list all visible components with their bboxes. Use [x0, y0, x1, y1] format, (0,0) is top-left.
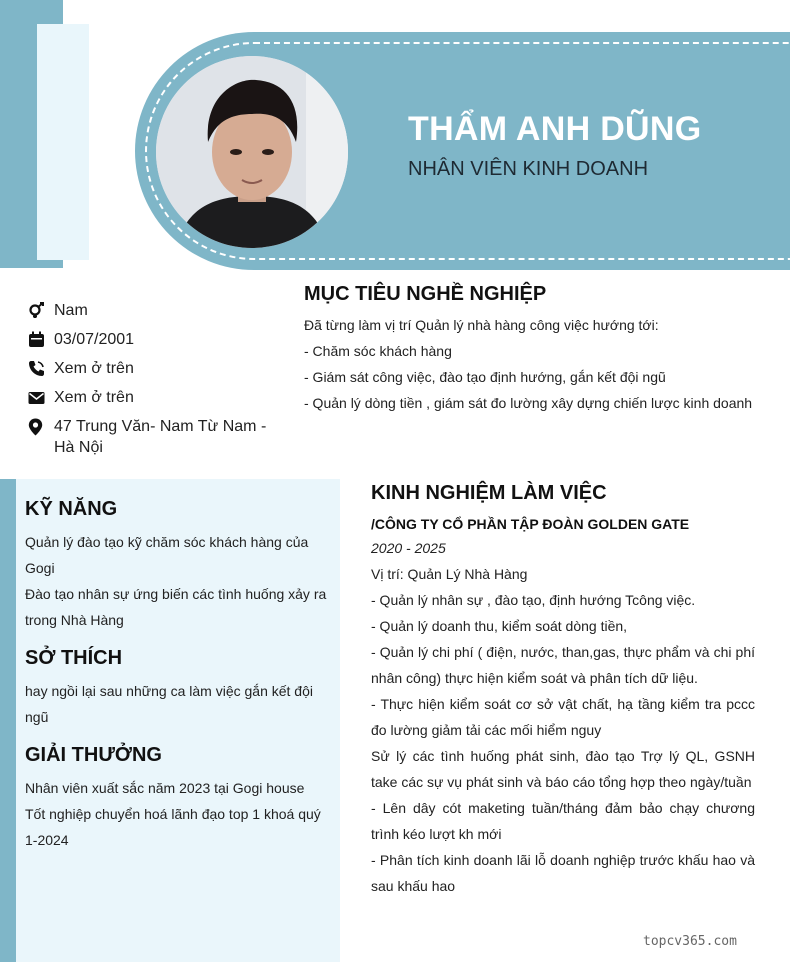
location-icon [28, 416, 54, 437]
candidate-title: NHÂN VIÊN KINH DOANH [408, 158, 649, 180]
skills-line: Đào tạo nhân sự ứng biến các tình huống xảy ra trong Nhà Hàng [25, 586, 327, 628]
skills-heading: KỸ NĂNG [25, 498, 118, 520]
work-period: 2020 - 2025 [371, 540, 446, 556]
avatar-photo [156, 56, 348, 248]
experience-line: - Quản lý doanh thu, kiểm soát dòng tiền, [371, 618, 628, 634]
left-panel-strip [0, 479, 16, 962]
experience-heading: KINH NGHIỆM LÀM VIỆC [371, 482, 607, 504]
birthday-value: 03/07/2001 [54, 331, 135, 348]
experience-line: - Quản lý nhân sự , đào tạo, định hướng Tcông việc. [371, 592, 696, 608]
objective-line: - Giám sát công việc, đào tạo định hướng, gắn kết đội ngũ [304, 369, 666, 385]
phone-value: Xem ở trên [54, 360, 134, 377]
awards-line: Tốt nghiệp chuyển hoá lãnh đạo top 1 khoá quý 1-2024 [25, 806, 321, 848]
objective-line: - Quản lý dòng tiền , giám sát đo lường xây dựng chiến lược kinh doanh [304, 395, 753, 411]
contact-email [28, 387, 278, 408]
phone-icon [28, 358, 54, 379]
awards-heading: GIẢI THƯỞNG [25, 744, 162, 766]
experience-line: - Phân tích kinh doanh lãi lỗ doanh nghiệp trước khấu hao và sau khấu hao [371, 852, 755, 894]
experience-line: - Lên dây cót maketing tuần/tháng đảm bảo chạy chương trình kéo lượt kh mới [371, 800, 755, 842]
hobbies-heading: SỞ THÍCH [25, 647, 123, 669]
contact-gender [28, 300, 278, 321]
left-accent-inner [37, 24, 89, 260]
skills-line: Quản lý đào tạo kỹ chăm sóc khách hàng của Gogi [25, 534, 309, 576]
experience-line: Sử lý các tình huống phát sinh, đào tạo Trợ lý QL, GSNH take các sự vụ phát sinh và báo cáo tổng hợp theo ngày/tuần [371, 748, 755, 790]
contact-address [28, 416, 278, 458]
hobbies-line: hay ngồi lại sau những ca làm việc gắn kết đội ngũ [25, 683, 313, 725]
gender-value: Nam [54, 302, 88, 319]
gender-icon [28, 300, 54, 321]
objective-heading: MỤC TIÊU NGHỀ NGHIỆP [304, 283, 547, 305]
contact-info [28, 300, 278, 466]
email-icon [28, 387, 54, 408]
email-value: Xem ở trên [54, 389, 134, 406]
experience-line: Vị trí: Quản Lý Nhà Hàng [371, 566, 528, 582]
awards-line: Nhân viên xuất sắc năm 2023 tại Gogi house [25, 780, 305, 796]
contact-phone [28, 358, 278, 379]
objective-line: - Chăm sóc khách hàng [304, 343, 452, 359]
experience-line: - Quản lý chi phí ( điện, nước, than,gas, thực phẩm và chi phí nhân công) thực hiện kiểm soát và phân tích dữ liệu. [371, 644, 755, 686]
watermark: topcv365.com [643, 934, 737, 949]
work-experience-section [371, 482, 755, 899]
avatar [156, 56, 348, 248]
career-objective-section [304, 283, 774, 416]
experience-line: - Thực hiện kiểm soát cơ sở vật chất, hạ tầng kiểm tra pccc đo lường giảm tải các mối hiểm nguy [371, 696, 755, 738]
address-value: 47 Trung Văn- Nam Từ Nam - Hà Nội [54, 418, 267, 456]
objective-line: Đã từng làm vị trí Quản lý nhà hàng công việc hướng tới: [304, 317, 659, 333]
contact-birthday [28, 329, 278, 350]
candidate-name: THẨM ANH DŨNG [408, 110, 702, 148]
calendar-icon [28, 329, 54, 350]
company-name: /CÔNG TY CỔ PHẦN TẬP ĐOÀN GOLDEN GATE [371, 516, 690, 532]
left-panel-content [25, 498, 330, 853]
